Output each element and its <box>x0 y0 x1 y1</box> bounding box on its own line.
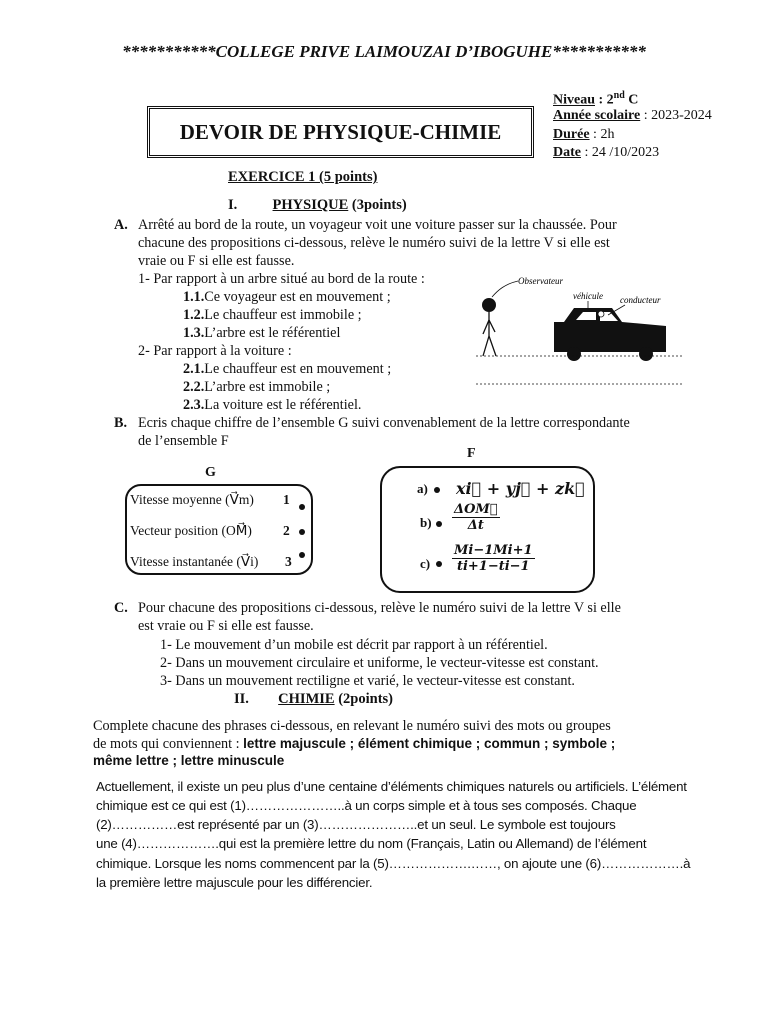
chimie-paragraph-3: (2)……………est représenté par un (3)…………………..et un seul. Le symbole est toujours <box>96 817 616 832</box>
question-a2: 2- Par rapport à la voiture : <box>138 343 292 359</box>
date-label: Date <box>553 145 581 160</box>
chimie-words-2: même lettre ; lettre minuscule <box>93 753 285 768</box>
set-f-dot-b <box>436 521 442 527</box>
school-name: ***********COLLEGE PRIVE LAIMOUZAI D’IBOGUHE*********** <box>122 42 646 61</box>
part2-heading <box>234 691 393 708</box>
set-f-label-c: c) <box>420 556 431 571</box>
part1-title: PHYSIQUE <box>272 197 349 213</box>
set-f-title: F <box>467 446 476 461</box>
niveau-label: Niveau <box>553 92 595 108</box>
section-b-text-1: Ecris chaque chiffre de l’ensemble G suivi convenablement de la lettre correspondante <box>138 415 630 431</box>
chimie-paragraph-6: la première lettre majuscule pour les différencier. <box>96 875 373 890</box>
question-a22: 2.2.L’arbre est immobile ; <box>183 379 331 395</box>
section-c-text-2: est vraie ou F si elle est fausse. <box>138 618 314 634</box>
question-a23: 2.3.La voiture est le référentiel. <box>183 397 362 413</box>
date-value: 24 /10/2023 <box>591 145 660 160</box>
set-f-expr-a: xi⃗ + yj⃗ + zk⃗ <box>456 479 585 498</box>
set-g-dot-2 <box>299 529 305 535</box>
exercise-title: EXERCICE 1 (5 points) <box>228 169 378 185</box>
annee-label: Année scolaire <box>553 108 641 123</box>
section-a-text-1: Arrêté au bord de la route, un voyageur voit une voiture passer sur la chaussée. Pour <box>138 217 617 233</box>
chimie-paragraph-2: chimique est ce qui est (1)…………………..à un corps simple et à tous ses composés. Chaque <box>96 798 637 813</box>
section-a-text-2: chacune des propositions ci-dessous, relève le numéro suivi de la lettre V si elle est <box>138 235 610 251</box>
question-c2: 2- Dans un mouvement circulaire et uniforme, le vecteur-vitesse est constant. <box>160 655 599 671</box>
car-wheel-rear <box>567 347 581 361</box>
set-f-dot-c <box>436 561 442 567</box>
niveau-line: Niveau : 2nd C <box>553 90 639 108</box>
chimie-paragraph-5: chimique. Lorsque les noms commencent par la (5)……………….……, on ajoute une (6)……………….à <box>96 856 691 871</box>
niveau-value: 2 <box>606 92 614 108</box>
chimie-paragraph-4: une (4)……………….qui est la première lettre du nom (Français, Latin ou Allemand) de l’élément <box>96 836 647 851</box>
section-b-text-2: de l’ensemble F <box>138 433 229 449</box>
duree-value: 2h <box>600 127 615 142</box>
chimie-paragraph-1: Actuellement, il existe un peu plus d’une centaine d’éléments chimiques naturels ou artificiels. L’élément <box>96 779 687 794</box>
part1-points: (3points) <box>351 197 407 213</box>
chimie-words-1: lettre majuscule ; élément chimique ; commun ; symbole ; <box>243 736 616 751</box>
set-f-dot-a <box>434 487 440 493</box>
set-f-label-a: a) <box>417 481 428 496</box>
set-g-num-2: 2 <box>283 523 290 538</box>
part1-heading <box>228 197 407 214</box>
observer-head <box>482 298 496 312</box>
part2-points: (2points) <box>338 691 393 707</box>
chimie-intro-1: Complete chacune des phrases ci-dessous, en relevant le numéro suivi des mots ou groupes <box>93 718 611 734</box>
set-g-num-1: 1 <box>283 492 290 507</box>
set-g-title: G <box>205 465 216 480</box>
set-f-label-b: b) <box>420 515 432 530</box>
set-f-expr-c: $\frac{Mi-1Mi+1}{ti+1-ti-1}$ <box>454 543 533 574</box>
set-g-item-1: Vitesse moyenne (V⃗m) <box>130 492 254 507</box>
question-c3: 3- Dans un mouvement rectiligne et varié, le vecteur-vitesse est constant. <box>160 673 575 689</box>
niveau-suffix: C <box>628 92 639 108</box>
set-g-item-2: Vecteur position (OM⃗) <box>130 523 252 538</box>
part2-title: CHIMIE <box>278 691 335 707</box>
set-g-num-3: 3 <box>285 554 292 569</box>
question-c1: 1- Le mouvement d’un mobile est décrit par rapport à un référentiel. <box>160 637 548 653</box>
section-c-text-1: Pour chacune des propositions ci-dessous, relève le numéro suivi de la lettre V si elle <box>138 600 621 616</box>
part1-num: I. <box>228 197 238 213</box>
chimie-intro-2: de mots qui conviennent : lettre majuscule ; élément chimique ; commun ; symbole ; <box>93 736 616 752</box>
question-a13: 1.3.L’arbre est le référentiel <box>183 325 341 341</box>
question-a1: 1- Par rapport à un arbre situé au bord de la route : <box>138 271 425 287</box>
date-line: Date : 24 /10/2023 <box>553 145 660 160</box>
question-a11: 1.1.Ce voyageur est en mouvement ; <box>183 289 391 305</box>
question-a21: 2.1.Le chauffeur est en mouvement ; <box>183 361 392 377</box>
part2-num: II. <box>234 691 249 707</box>
duree-line: Durée : 2h <box>553 127 615 142</box>
document-title: DEVOIR DE PHYSIQUE-CHIMIE <box>179 119 502 144</box>
set-g-dot-3 <box>299 552 305 558</box>
set-f-expr-b: ΔOM⃗ Δt <box>454 502 498 533</box>
observer-label: Observateur <box>518 276 563 286</box>
driver-label: conducteur <box>620 295 661 305</box>
set-g-dot-1 <box>299 504 305 510</box>
section-b-label: B. <box>114 415 128 431</box>
niveau-sup: nd <box>613 90 625 101</box>
car-wheel-front <box>639 347 653 361</box>
set-g-item-3: Vitesse instantanée (V⃗i) <box>130 554 259 569</box>
annee-value: 2023-2024 <box>651 108 712 123</box>
annee-line: Année scolaire : 2023-2024 <box>553 108 712 123</box>
duree-label: Durée <box>553 127 590 142</box>
section-a-label: A. <box>114 217 128 233</box>
road-figure <box>470 270 690 390</box>
question-a12: 1.2.Le chauffeur est immobile ; <box>183 307 362 323</box>
vehicle-label: véhicule <box>573 291 603 301</box>
section-c-label: C. <box>114 600 128 616</box>
document-title-box <box>147 106 534 158</box>
section-a-text-3: vraie ou F si elle est fausse. <box>138 253 295 269</box>
